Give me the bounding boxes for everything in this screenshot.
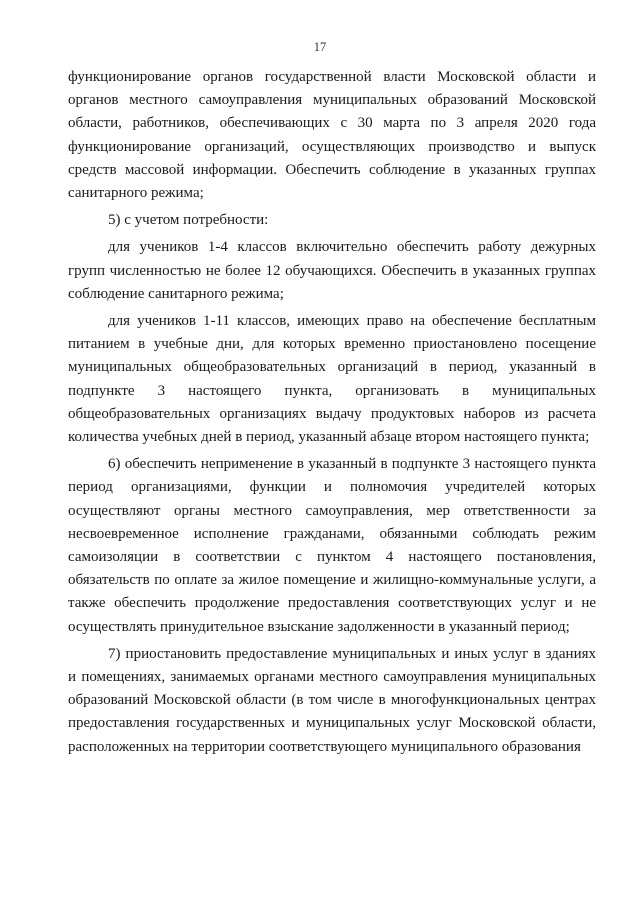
- paragraph-item-7: 7) приостановить предоставление муниципальных и иных услуг в зданиях и помещениях, занимаемых органами местного самоуправления муниципальных образований Московской области (в том числе в многофункциональных центрах предоставления государственных и муниципальных услуг Московской области, расположенных на территории соответствующего муниципального образования: [68, 645, 596, 755]
- paragraph-item-6: 6) обеспечить неприменение в указанный в подпункте 3 настоящего пункта период организациями, функции и полномочия учредителей которых осуществляют органы местного самоуправления, мер ответственности за несвоевременное исполнение гражданами, обязанными соблюдать режим самоизоляции в соответствии с пунктом 4 настоящего постановления, обязательств по оплате за жилое помещение и жилищно-коммунальные услуги, а также обеспечить продолжение предоставления соответствующих услуг и не осуществлять принудительное взыскание задолженности в указанный период;: [68, 456, 596, 635]
- paragraph-grades-1-4: для учеников 1-4 классов включительно обеспечить работу дежурных групп численностью не более 12 обучающихся. Обеспечить в указанных группах соблюдение санитарного режима;: [68, 239, 596, 302]
- document-body: [68, 66, 596, 759]
- paragraph-grades-1-11: для учеников 1-11 классов, имеющих право на обеспечение бесплатным питанием в учебные дни, для которых временно приостановлено посещение муниципальных общеобразовательных организаций в период, указанный в подпункте 3 настоящего пункта, организовать в муниципальных общеобразовательных организациях выдачу продуктовых наборов из расчета количества учебных дней в период, указанный абзаце втором настоящего пункта;: [68, 313, 596, 446]
- page-number: 17: [313, 40, 327, 54]
- paragraph-continuation: функционирование органов государственной власти Московской области и органов местного самоуправления муниципальных образований Московской области, работников, обеспечивающих с 30 марта по 3 апреля 2020 года функционирование организаций, осуществляющих производство и выпуск средств массовой информации. Обеспечить соблюдение в указанных группах санитарного режима;: [68, 69, 596, 202]
- paragraph-item-5: 5) с учетом потребности:: [108, 212, 269, 229]
